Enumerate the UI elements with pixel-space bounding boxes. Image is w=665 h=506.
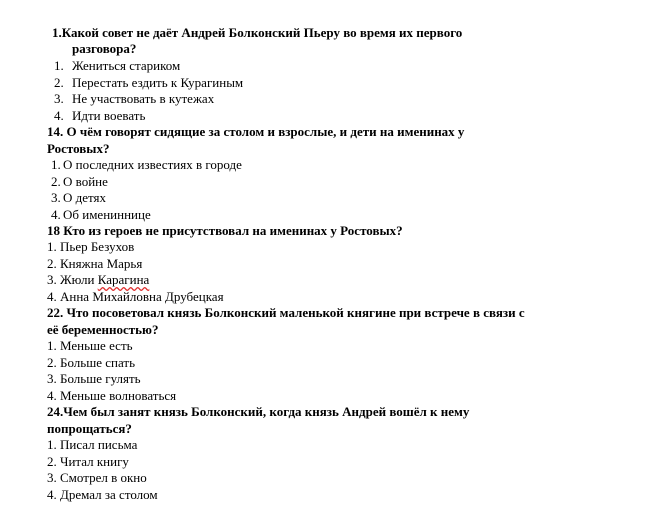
answer: 4. Анна Михайловна Друбецкая xyxy=(47,289,224,304)
question-14-title: 14. О чём говорят сидящие за столом и взрослые, и дети на именинах у xyxy=(47,124,465,139)
answer-num: 4. xyxy=(54,108,64,123)
answer xyxy=(51,207,151,223)
answer-num: 3. xyxy=(51,190,61,205)
answer xyxy=(51,190,106,206)
answer: 1. Писал письма xyxy=(47,437,138,452)
question-14-title-cont: Ростовых? xyxy=(47,141,110,156)
answer-num: 2. xyxy=(51,174,61,189)
answer: 2. Княжна Марья xyxy=(47,256,143,271)
answer xyxy=(54,108,145,124)
answer xyxy=(54,58,180,74)
answer-text: Перестать ездить к Курагиным xyxy=(72,75,244,90)
answer: 1. Пьер Безухов xyxy=(47,239,135,254)
answer-num: 4. xyxy=(51,207,61,222)
answer xyxy=(54,91,214,107)
answer-text: О последних известиях в городе xyxy=(63,157,242,172)
answer: 1. Меньше есть xyxy=(47,338,133,353)
answer xyxy=(47,272,149,288)
answer: 3. Смотрел в окно xyxy=(47,470,147,485)
question-1-title xyxy=(52,25,462,41)
answer-num: 1. xyxy=(54,58,64,73)
question-24-title: 24.Чем был занят князь Болконский, когда князь Андрей вошёл к нему xyxy=(47,404,470,419)
question-22-title-cont: её беременностью? xyxy=(47,322,159,337)
answer-text: 3. Жюли xyxy=(47,272,98,287)
misspelled-word: Карагина xyxy=(97,272,150,287)
question-1-title-cont: разговора? xyxy=(72,41,137,56)
answer-num: 1. xyxy=(51,157,61,172)
answer-text: Не участвовать в кутежах xyxy=(72,91,215,106)
answer: 4. Дремал за столом xyxy=(47,487,158,502)
question-1-number: 1. xyxy=(52,25,62,40)
answer: 3. Больше гулять xyxy=(47,371,141,386)
answer-text: Жениться стариком xyxy=(72,58,181,73)
answer-text: Идти воевать xyxy=(72,108,146,123)
question-24-title-cont: попрощаться? xyxy=(47,421,132,436)
answer-text: Об имениннице xyxy=(63,207,151,222)
answer: 4. Меньше волноваться xyxy=(47,388,177,403)
answer: 2. Читал книгу xyxy=(47,454,129,469)
question-18-title: 18 Кто из героев не присутствовал на именинах у Ростовых? xyxy=(47,223,403,238)
answer xyxy=(51,157,242,173)
answer-num: 3. xyxy=(54,91,64,106)
answer-text: О войне xyxy=(63,174,108,189)
answer xyxy=(54,75,243,91)
question-22-title: 22. Что посоветовал князь Болконский маленькой княгине при встрече в связи с xyxy=(47,305,525,320)
answer xyxy=(51,174,108,190)
question-1-text: Какой совет не даёт Андрей Болконский Пьеру во время их первого xyxy=(61,25,463,40)
answer: 2. Больше спать xyxy=(47,355,136,370)
answer-num: 2. xyxy=(54,75,64,90)
answer-text: О детях xyxy=(63,190,107,205)
